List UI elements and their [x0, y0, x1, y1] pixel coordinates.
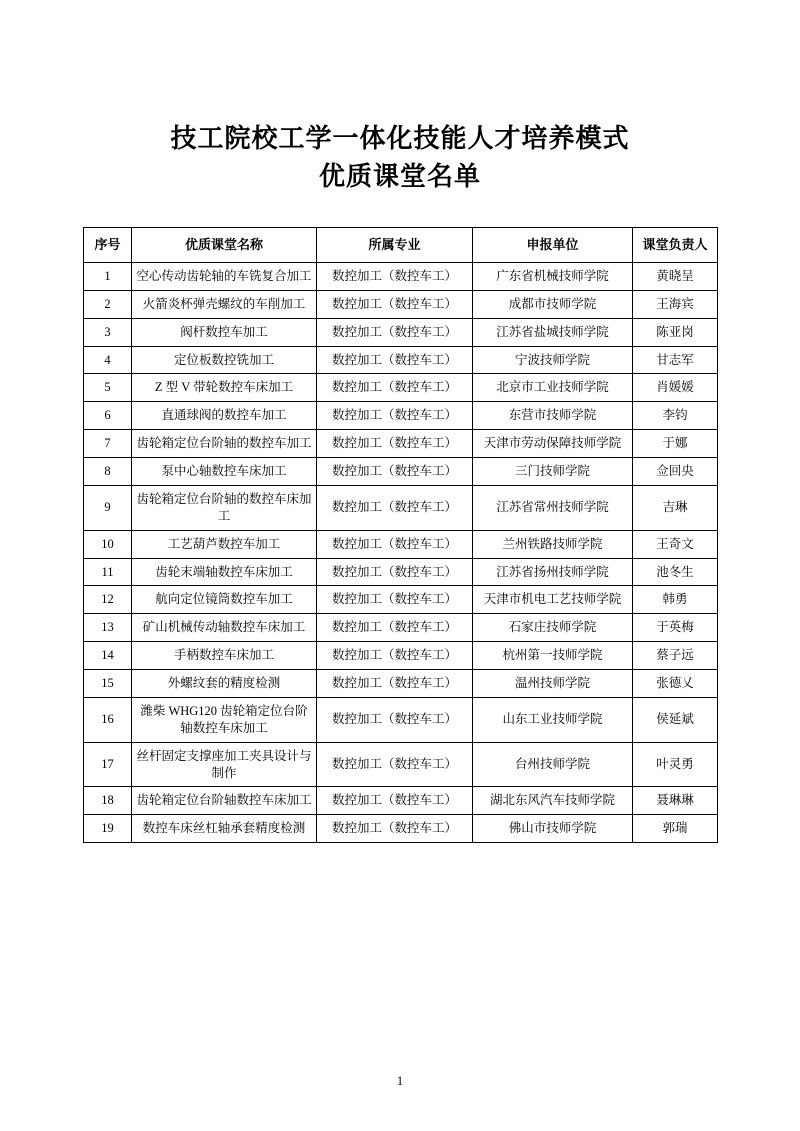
cell-index: 17 [84, 742, 132, 787]
cell-classroom-name: 手柄数控车床加工 [132, 642, 317, 670]
cell-leader: 李钧 [633, 402, 718, 430]
table-row [84, 458, 718, 486]
table-row [84, 262, 718, 290]
title-line-2: 优质课堂名单 [318, 161, 481, 191]
cell-institution: 江苏省盐城技师学院 [473, 318, 633, 346]
table-row [84, 530, 718, 558]
cell-leader: 聂琳琳 [633, 787, 718, 815]
cell-index: 9 [84, 485, 132, 530]
cell-institution: 台州技师学院 [473, 742, 633, 787]
cell-index: 13 [84, 614, 132, 642]
cell-major: 数控加工（数控车工） [317, 485, 473, 530]
cell-classroom-name: 齿轮箱定位台阶轴的数控车加工 [132, 430, 317, 458]
cell-index: 8 [84, 458, 132, 486]
column-header-institution: 申报单位 [473, 228, 633, 263]
cell-leader: 王海宾 [633, 290, 718, 318]
cell-major: 数控加工（数控车工） [317, 530, 473, 558]
cell-leader: 郭瑞 [633, 815, 718, 843]
cell-index: 6 [84, 402, 132, 430]
cell-leader: 侯延斌 [633, 697, 718, 742]
cell-index: 3 [84, 318, 132, 346]
cell-classroom-name: 阀杆数控车加工 [132, 318, 317, 346]
cell-major: 数控加工（数控车工） [317, 558, 473, 586]
cell-leader: 肖媛媛 [633, 374, 718, 402]
table-row [84, 346, 718, 374]
cell-index: 7 [84, 430, 132, 458]
cell-institution: 江苏省常州技师学院 [473, 485, 633, 530]
cell-institution: 成都市技师学院 [473, 290, 633, 318]
cell-institution: 东营市技师学院 [473, 402, 633, 430]
table-row [84, 558, 718, 586]
column-header-index: 序号 [84, 228, 132, 263]
document-title [0, 0, 800, 195]
table-row [84, 815, 718, 843]
cell-leader: 张德乂 [633, 670, 718, 698]
title-line-1: 技工院校工学一体化技能人才培养模式 [170, 124, 630, 153]
cell-leader: 于娜 [633, 430, 718, 458]
cell-major: 数控加工（数控车工） [317, 642, 473, 670]
cell-index: 12 [84, 586, 132, 614]
cell-classroom-name: 定位板数控铣加工 [132, 346, 317, 374]
cell-institution: 广东省机械技师学院 [473, 262, 633, 290]
cell-classroom-name: 外螺纹套的精度检测 [132, 670, 317, 698]
cell-leader: 黄晓呈 [633, 262, 718, 290]
cell-major: 数控加工（数控车工） [317, 290, 473, 318]
cell-leader: 蔡子远 [633, 642, 718, 670]
cell-classroom-name: 火箭炎杯弹壳螺纹的车削加工 [132, 290, 317, 318]
cell-leader: 佥回央 [633, 458, 718, 486]
cell-institution: 石家庄技师学院 [473, 614, 633, 642]
cell-classroom-name: 齿轮箱定位台阶轴数控车床加工 [132, 787, 317, 815]
cell-index: 4 [84, 346, 132, 374]
cell-leader: 池冬生 [633, 558, 718, 586]
table-header-row [84, 228, 718, 263]
cell-classroom-name: 数控车床丝杠轴承套精度检测 [132, 815, 317, 843]
cell-major: 数控加工（数控车工） [317, 742, 473, 787]
cell-classroom-name: 矿山机械传动轴数控车床加工 [132, 614, 317, 642]
cell-classroom-name: 空心传动齿轮轴的车铣复合加工 [132, 262, 317, 290]
cell-index: 1 [84, 262, 132, 290]
quality-classroom-table [83, 227, 718, 843]
table-body [84, 262, 718, 842]
cell-index: 10 [84, 530, 132, 558]
cell-major: 数控加工（数控车工） [317, 346, 473, 374]
table-row [84, 614, 718, 642]
cell-institution: 佛山市技师学院 [473, 815, 633, 843]
cell-major: 数控加工（数控车工） [317, 697, 473, 742]
cell-institution: 天津市劳动保障技师学院 [473, 430, 633, 458]
cell-index: 16 [84, 697, 132, 742]
table-row [84, 697, 718, 742]
page-number: 1 [396, 1074, 404, 1088]
cell-major: 数控加工（数控车工） [317, 670, 473, 698]
table-row [84, 402, 718, 430]
column-header-leader: 课堂负责人 [633, 228, 718, 263]
cell-institution: 江苏省扬州技师学院 [473, 558, 633, 586]
cell-institution: 天津市机电工艺技师学院 [473, 586, 633, 614]
cell-institution: 温州技师学院 [473, 670, 633, 698]
cell-leader: 吉琳 [633, 485, 718, 530]
cell-major: 数控加工（数控车工） [317, 787, 473, 815]
cell-major: 数控加工（数控车工） [317, 262, 473, 290]
cell-index: 18 [84, 787, 132, 815]
cell-major: 数控加工（数控车工） [317, 430, 473, 458]
cell-institution: 宁波技师学院 [473, 346, 633, 374]
cell-major: 数控加工（数控车工） [317, 614, 473, 642]
cell-major: 数控加工（数控车工） [317, 458, 473, 486]
cell-institution: 兰州铁路技师学院 [473, 530, 633, 558]
cell-index: 14 [84, 642, 132, 670]
cell-classroom-name: 齿轮箱定位台阶轴的数控车床加工 [132, 485, 317, 530]
table-row [84, 374, 718, 402]
cell-classroom-name: 工艺葫芦数控车加工 [132, 530, 317, 558]
cell-index: 19 [84, 815, 132, 843]
column-header-major: 所属专业 [317, 228, 473, 263]
cell-institution: 三门技师学院 [473, 458, 633, 486]
table-row [84, 318, 718, 346]
cell-leader: 陈亚岗 [633, 318, 718, 346]
cell-classroom-name: 航向定位镜筒数控车加工 [132, 586, 317, 614]
cell-institution: 北京市工业技师学院 [473, 374, 633, 402]
table-row [84, 787, 718, 815]
table-row [84, 586, 718, 614]
cell-leader: 王奇文 [633, 530, 718, 558]
cell-leader: 甘志军 [633, 346, 718, 374]
cell-major: 数控加工（数控车工） [317, 318, 473, 346]
cell-classroom-name: 泵中心轴数控车床加工 [132, 458, 317, 486]
cell-major: 数控加工（数控车工） [317, 586, 473, 614]
table-row [84, 485, 718, 530]
quality-classroom-table-wrapper [83, 227, 717, 843]
cell-institution: 杭州第一技师学院 [473, 642, 633, 670]
cell-institution: 湖北东风汽车技师学院 [473, 787, 633, 815]
table-row [84, 742, 718, 787]
table-row [84, 430, 718, 458]
column-header-classroom-name: 优质课堂名称 [132, 228, 317, 263]
cell-major: 数控加工（数控车工） [317, 374, 473, 402]
cell-classroom-name: 潍柴 WHG120 齿轮箱定位台阶轴数控车床加工 [132, 697, 317, 742]
cell-major: 数控加工（数控车工） [317, 815, 473, 843]
table-row [84, 642, 718, 670]
cell-index: 15 [84, 670, 132, 698]
cell-index: 5 [84, 374, 132, 402]
table-row [84, 670, 718, 698]
cell-major: 数控加工（数控车工） [317, 402, 473, 430]
cell-index: 2 [84, 290, 132, 318]
table-row [84, 290, 718, 318]
cell-leader: 叶灵勇 [633, 742, 718, 787]
cell-index: 11 [84, 558, 132, 586]
cell-leader: 韩勇 [633, 586, 718, 614]
cell-leader: 于英梅 [633, 614, 718, 642]
cell-institution: 山东工业技师学院 [473, 697, 633, 742]
cell-classroom-name: 直通球阀的数控车加工 [132, 402, 317, 430]
cell-classroom-name: Z 型 V 带轮数控车床加工 [132, 374, 317, 402]
cell-classroom-name: 齿轮末端轴数控车床加工 [132, 558, 317, 586]
cell-classroom-name: 丝杆固定支撑座加工夹具设计与制作 [132, 742, 317, 787]
